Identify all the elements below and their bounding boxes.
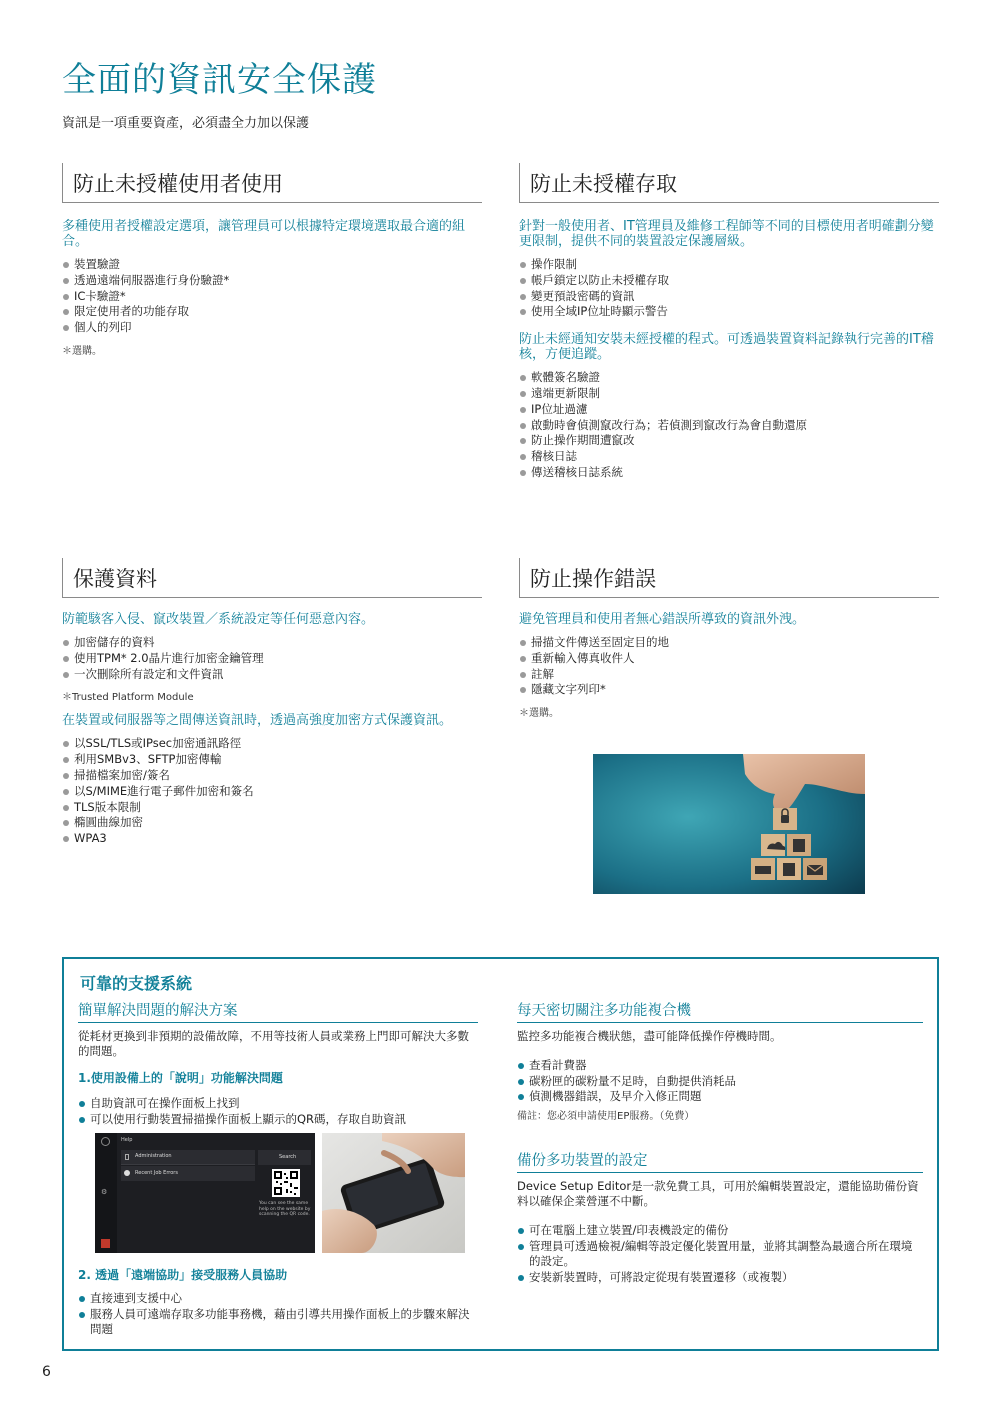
list-item: 自助資訊可在操作面板上找到 [78,1096,478,1112]
list-item: 直接連到支援中心 [78,1291,478,1307]
list-item: 使用TPM* 2.0晶片進行加密金鑰管理 [62,651,482,667]
list-item: 防止操作期間遭竄改 [519,433,939,449]
list-item: 利用SMBv3、SFTP加密傳輸 [62,752,482,768]
qr-caption: You can see the same help on the website by scanning the QR code. [259,1201,311,1217]
qr-code-icon [272,1169,300,1197]
panel-row-administration: Administration [135,1153,172,1159]
panel-search-button: Search [279,1154,297,1160]
backup-heading: 備份多功裝置的設定 [517,1149,923,1173]
page-number: 6 [42,1364,51,1380]
bullet-list [62,635,482,682]
bullet-list [519,257,939,320]
help-panel-screenshot [95,1133,315,1253]
list-item: 軟體簽名驗證 [519,370,939,386]
section-lead: 避免管理員和使用者無心錯誤所導致的資訊外洩。 [519,612,806,627]
section-operation-errors [519,558,939,719]
step2-heading: 2. 透過「遠端協助」接受服務人員協助 [78,1268,288,1282]
section-lead: 防範駭客入侵、竄改裝置／系統設定等任何惡意內容。 [62,612,375,627]
solutions-text: 從耗材更換到非預期的設備故障，不用等技術人員或業務上門即可解決大多數的問題。 [78,1029,469,1058]
backup-text: Device Setup Editor是一款免費工具，可用於編輯裝置設定，還能協助備份資料以確保企業營運不中斷。 [517,1179,919,1208]
list-item: 啟動時會偵測竄改行為；若偵測到竄改行為會自動還原 [519,418,939,434]
list-item: 碳粉匣的碳粉量不足時，自動提供消耗品 [517,1074,923,1090]
list-item: 服務人員可遠端存取多功能事務機，藉由引導共用操作面板上的步驟來解決問題 [78,1307,478,1338]
remote-assist-column [78,1266,478,1338]
bullet-list-2 [519,370,939,481]
list-item: 管理員可透過檢視/編輯等設定優化裝置用量，並將其調整為最適合所在環境的設定。 [517,1239,923,1270]
list-item: 隱藏文字列印* [519,682,939,698]
list-item: 變更預設密碼的資訊 [519,289,939,305]
section-protect-data [62,558,482,847]
section-heading: 防止未授權使用者使用 [62,163,482,203]
section-unauthorized-users [62,163,482,357]
footnote: ＊Trusted Platform Module [62,692,194,704]
monitor-heading: 每天密切關注多功能複合機 [517,999,923,1023]
list-item: IC卡驗證* [62,289,482,305]
panel-header: Help [121,1137,133,1143]
list-item: 偵測機器錯誤，及早介入修正問題 [517,1089,923,1105]
section-lead-2: 在裝置或伺服器等之間傳送資訊時，透過高強度加密方式保護資訊。 [62,713,453,729]
security-blocks-photo [593,754,865,894]
footnote: ＊選購。 [62,345,102,357]
section-lead: 針對一般使用者、IT管理員及維修工程師等不同的目標使用者明確劃分變更限制，提供不同的裝置設定保護層級。 [519,219,934,249]
footnote: ＊選購。 [519,708,559,720]
list-item: 掃描文件傳送至固定目的地 [519,635,939,651]
monitor-note: 備註：您必須申請使用EP服務。（免費） [517,1110,695,1122]
section-heading: 防止未授權存取 [519,163,939,203]
page-title: 全面的資訊安全保護 [62,60,377,100]
list-item: 帳戶鎖定以防止未授權存取 [519,273,939,289]
panel-row-errors: Recent Job Errors [135,1170,178,1176]
list-item: TLS版本限制 [62,800,482,816]
section-lead: 多種使用者授權設定選項，讓管理員可以根據特定環境選取最合適的組合。 [62,219,466,249]
list-item: WPA3 [62,831,482,847]
section-lead-2: 防止未經通知安裝未經授權的程式。可透過裝置資料記錄執行完善的IT稽核，方便追蹤。 [519,332,934,363]
backup-list [517,1223,923,1285]
list-item: 遠端更新限制 [519,386,939,402]
step1-list [78,1096,478,1127]
step2-list [78,1291,478,1338]
document-icon [125,1154,129,1160]
list-item: 橢圓曲線加密 [62,815,482,831]
list-item: 加密儲存的資料 [62,635,482,651]
list-item: 重新輸入傳真收件人 [519,651,939,667]
list-item: 個人的列印 [62,320,482,336]
list-item: 掃描檔案加密/簽名 [62,768,482,784]
monitor-text: 監控多功能複合機狀態，盡可能降低操作停機時間。 [517,1029,782,1043]
list-item: 以SSL/TLS或IPsec加密通訊路徑 [62,736,482,752]
stop-icon [101,1239,110,1248]
section-heading: 保護資料 [62,558,482,598]
solutions-heading: 簡單解決問題的解決方案 [78,999,478,1023]
page-subtitle: 資訊是一項重要資產，必須盡全力加以保護 [62,116,310,131]
list-item: 註解 [519,667,939,683]
section-unauthorized-access [519,163,939,481]
smartphone-photo [322,1133,465,1253]
bullet-list-2 [62,736,482,847]
list-item: 限定使用者的功能存取 [62,304,482,320]
step1-heading: 1.使用設備上的「說明」功能解決問題 [78,1071,283,1085]
bullet-list [519,635,939,698]
error-icon [124,1170,130,1176]
monitor-list [517,1058,923,1105]
list-item: 可在電腦上建立裝置/印表機設定的備份 [517,1223,923,1239]
list-item: 使用全域IP位址時顯示警告 [519,304,939,320]
list-item: 裝置驗證 [62,257,482,273]
list-item: 一次刪除所有設定和文件資訊 [62,667,482,683]
list-item: 傳送稽核日誌系統 [519,465,939,481]
section-heading: 防止操作錯誤 [519,558,939,598]
list-item: 稽核日誌 [519,449,939,465]
solutions-column [78,999,478,1127]
monitor-column [517,999,923,1122]
list-item: 查看計費器 [517,1058,923,1074]
list-item: 透過遠端伺服器進行身份驗證* [62,273,482,289]
settings-icon: ⚙ [101,1188,108,1196]
backup-column [517,1149,923,1285]
user-icon [101,1137,110,1146]
list-item: 安裝新裝置時，可將設定從現有裝置遷移（或複製） [517,1270,923,1286]
list-item: 以S/MIME進行電子郵件加密和簽名 [62,784,482,800]
list-item: 可以使用行動裝置掃描操作面板上顯示的QR碼，存取自助資訊 [78,1112,478,1128]
bullet-list [62,257,482,336]
support-title: 可靠的支援系統 [80,974,193,993]
list-item: 操作限制 [519,257,939,273]
list-item: IP位址過濾 [519,402,939,418]
